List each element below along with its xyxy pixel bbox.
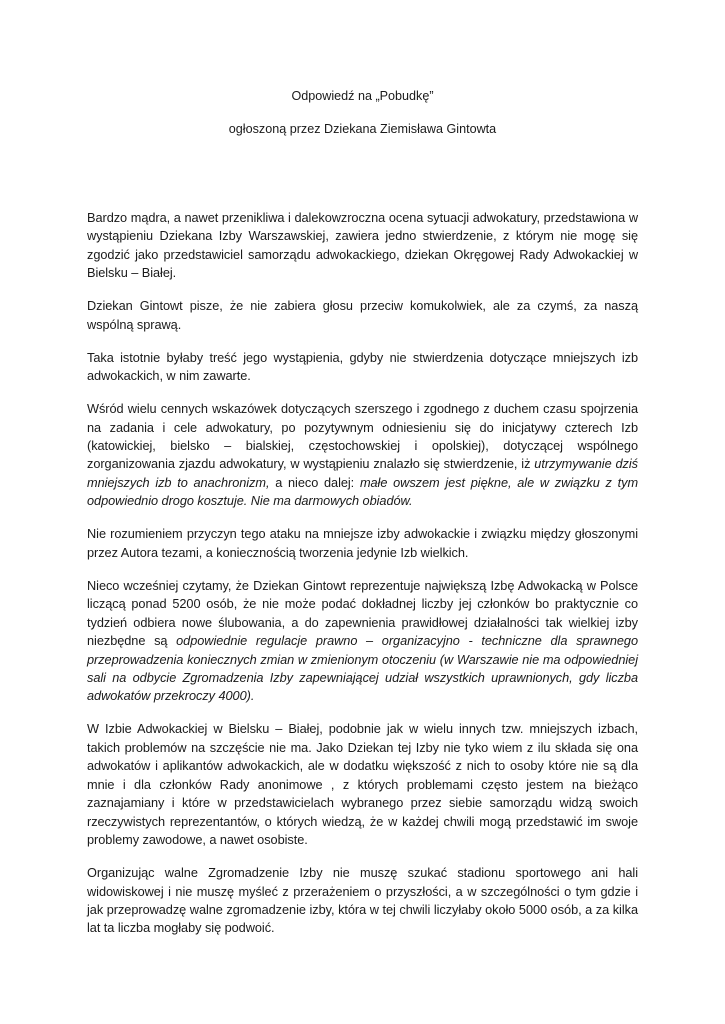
document-title: Odpowiedź na „Pobudkę” <box>291 89 434 103</box>
paragraph-text: a nieco dalej: <box>269 474 360 490</box>
paragraph-text: Wśród wielu cennych wskazówek dotyczących szerszego i zgodnego z duchem czasu spojrzenia na zadania i cele adwokatury, po pozytywnym odniesieniu się do inicjatywy czterech Izb (katowickiej, bielsko – bialskiej, częstochowskiej i opolskiej), dotyczącej wspólnego zorganizowania zjazdu adwokatury, w wystąpieniu znalazło się stwierdzenie, iż <box>87 401 638 472</box>
document-subtitle: ogłoszoną przez Dziekana Ziemisława Gintowta <box>228 122 497 136</box>
paragraph-text: Organizując walne Zgromadzenie Izby nie muszę szukać stadionu sportowego ani hali widowiskowej i nie muszę myśleć z przerażeniem o przyszłości, a w szczególności o tym gdzie i jak przeprowadzę walne zgromadzenie izby, która w tej chwili liczyłaby około 5000 osób, a za kilka lat ta liczba mogłaby się podwoić. <box>87 865 638 936</box>
paragraph <box>87 864 638 938</box>
paragraph-text: W Izbie Adwokackiej w Bielsku – Białej, podobnie jak w wielu innych tzw. mniejszych izbach, takich problemów na szczęście nie ma. Jako Dziekan tej Izby nie tyko wiem z ilu składa się ona adwokatów i aplikantów adwokackich, ale w dodatku większość z nich to osoby które nie są dla mnie i dla członków Rady anonimowe , z których problemami często jestem na bieżąco zaznajamiany i które w przedstawicielach wybranego przez siebie samorządu widzą swoich rzeczywistych reprezentantów, o których wiedzą, że w każdej chwili mogą przedstawić im swoje problemy zawodowe, a nawet osobiste. <box>87 721 638 848</box>
paragraph <box>87 400 638 511</box>
paragraph <box>87 209 638 283</box>
paragraph-text: Nie rozumieniem przyczyn tego ataku na mniejsze izby adwokackie i związku między głoszonymi przez Autora tezami, a koniecznością tworzenia jedynie Izb wielkich. <box>87 526 638 560</box>
quote-italic: małe owszem jest piękne, ale w związku z tym odpowiednio drogo kosztuje. Nie ma darmowych obiadów. <box>87 474 639 509</box>
paragraph-text: Bardzo mądra, a nawet przenikliwa i dalekowzroczna ocena sytuacji adwokatury, przedstawiona w wystąpieniu Dziekana Izby Warszawskiej, zawiera jedno stwierdzenie, z którym nie mogę się zgodzić jako przedstawiciel samorządu adwokackiego, dziekan Okręgowej Rady Adwokackiej w Bielsku – Białej. <box>87 210 638 281</box>
paragraph <box>87 349 638 386</box>
paragraph-text: Taka istotnie byłaby treść jego wystąpienia, gdyby nie stwierdzenia dotyczące mniejszych izb adwokackich, w nim zawarte. <box>87 349 638 384</box>
paragraph-text: Dziekan Gintowt pisze, że nie zabiera głosu przeciw komukolwiek, ale za czymś, za naszą wspólną sprawą. <box>87 298 638 332</box>
quote-italic: utrzymywanie dziś mniejszych izb to anachronizm, <box>87 456 638 490</box>
paragraph <box>87 525 638 562</box>
paragraph-text: Nieco wcześniej czytamy, że Dziekan Gintowt reprezentuje największą Izbę Adwokacką w Polsce liczącą ponad 5200 osób, że nie może podać dokładnej liczby jej członków bo praktycznie co tydzień odbiera nowe ślubowania, a do zapewnienia prawidłowej działalności tak wielkiej izby niezbędne są <box>87 577 638 649</box>
paragraph <box>87 297 638 334</box>
paragraph <box>87 720 638 849</box>
paragraph <box>87 577 638 706</box>
quote-italic: odpowiednie regulacje prawno – organizacyjno - techniczne dla sprawnego przeprowadzenia koniecznych zmian w zmienionym otoczeniu (w Warszawie nie ma odpowiedniej sali na odbycie Zgromadzenia Izby zapewniającej udział wszystkich uprawnionych, gdy liczba adwokatów przekroczy 4000). <box>87 633 638 704</box>
document-body <box>87 209 638 952</box>
